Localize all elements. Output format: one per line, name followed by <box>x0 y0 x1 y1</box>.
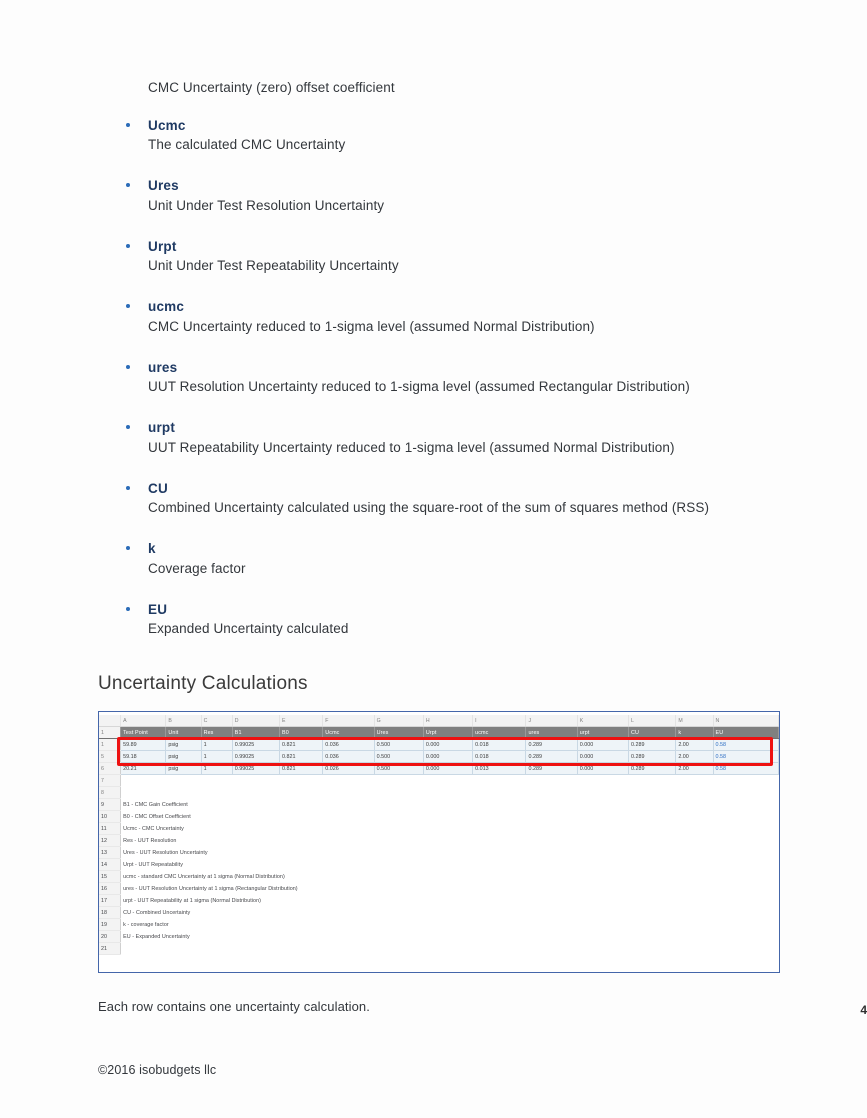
column-header-k[interactable]: K <box>577 715 628 727</box>
note-text[interactable]: urpt - UUT Repeatability at 1 sigma (Normal Distribution) <box>121 895 779 907</box>
table-cell[interactable]: 0.500 <box>374 763 423 775</box>
table-cell[interactable]: 0.58 <box>713 763 778 775</box>
column-header-g[interactable]: G <box>374 715 423 727</box>
glossary-term: CU <box>148 480 168 496</box>
table-column-header: B1 <box>232 727 279 739</box>
bullet-dot-icon <box>126 425 130 429</box>
column-header-f[interactable]: F <box>323 715 374 727</box>
note-row <box>99 907 779 919</box>
glossary-description: Combined Uncertainty calculated using the square-root of the sum of squares method (RSS) <box>148 500 710 516</box>
table-cell[interactable]: 59.18 <box>121 751 166 763</box>
table-cell[interactable]: 0.99025 <box>232 763 279 775</box>
page-title: Uncertainty Calculations <box>98 673 308 695</box>
table-cell[interactable]: 0.000 <box>423 751 472 763</box>
table-column-header: k <box>676 727 713 739</box>
bullet-dot-icon <box>126 183 130 187</box>
note-row <box>99 811 779 823</box>
blank-row <box>99 775 779 787</box>
glossary-item <box>98 238 798 276</box>
note-row <box>99 931 779 943</box>
table-cell[interactable]: 0.013 <box>473 763 526 775</box>
table-cell[interactable]: 0.036 <box>323 751 374 763</box>
note-row <box>99 883 779 895</box>
bullet-dot-icon <box>126 304 130 308</box>
column-header-e[interactable]: E <box>280 715 323 727</box>
glossary-item <box>98 480 798 518</box>
table-cell[interactable]: 0.000 <box>423 763 472 775</box>
note-row <box>99 847 779 859</box>
row-number[interactable]: 15 <box>99 871 121 883</box>
table-column-header: Ucmc <box>323 727 374 739</box>
row-number[interactable]: 21 <box>99 943 121 955</box>
table-cell[interactable]: 1 <box>201 739 232 751</box>
glossary-item <box>98 117 798 155</box>
table-header-row <box>99 727 779 739</box>
page-number: 4 <box>860 1003 867 1017</box>
glossary-description: UUT Resolution Uncertainty reduced to 1-sigma level (assumed Rectangular Distribution) <box>148 379 690 395</box>
note-text[interactable]: Res - UUT Resolution <box>121 835 779 847</box>
lead-line: CMC Uncertainty (zero) offset coefficient <box>148 80 395 95</box>
note-row <box>99 835 779 847</box>
glossary-item <box>98 419 798 457</box>
table-cell[interactable]: 2.00 <box>676 763 713 775</box>
glossary-item <box>98 540 798 578</box>
table-column-header: urpt <box>577 727 628 739</box>
spreadsheet-panel <box>98 711 780 973</box>
blank-cell[interactable] <box>121 775 779 787</box>
table-column-header: EU <box>713 727 778 739</box>
glossary-description: Expanded Uncertainty calculated <box>148 620 349 636</box>
column-letter-row <box>99 715 779 727</box>
table-column-header: Ures <box>374 727 423 739</box>
table-column-header: Urpt <box>423 727 472 739</box>
table-cell[interactable]: 0.289 <box>526 739 577 751</box>
row-number[interactable]: 11 <box>99 823 121 835</box>
glossary-term: ures <box>148 359 178 375</box>
note-text[interactable]: CU - Combined Uncertainty <box>121 907 779 919</box>
note-text[interactable]: Ures - UUT Resolution Uncertainty <box>121 847 779 859</box>
select-all-corner[interactable] <box>99 715 121 727</box>
table-column-header: ures <box>526 727 577 739</box>
note-text[interactable] <box>121 943 779 955</box>
glossary-term: Urpt <box>148 238 177 254</box>
glossary-term: Ucmc <box>148 118 186 133</box>
note-text[interactable]: EU - Expanded Uncertainty <box>121 931 779 943</box>
bullet-dot-icon <box>126 607 130 611</box>
note-row <box>99 895 779 907</box>
table-cell[interactable]: 0.026 <box>323 763 374 775</box>
glossary-item <box>98 359 798 397</box>
table-cell[interactable]: 0.018 <box>473 739 526 751</box>
table-cell[interactable]: 0.000 <box>577 763 628 775</box>
row-number[interactable]: 9 <box>99 799 121 811</box>
row-number[interactable]: 1 <box>99 727 121 739</box>
glossary-description: Unit Under Test Resolution Uncertainty <box>148 197 385 213</box>
glossary-description: CMC Uncertainty reduced to 1-sigma level (assumed Normal Distribution) <box>148 318 595 334</box>
table-cell[interactable]: 0.58 <box>713 751 778 763</box>
row-number[interactable]: 18 <box>99 907 121 919</box>
column-header-h[interactable]: H <box>423 715 472 727</box>
table-column-header: Res <box>201 727 232 739</box>
row-number[interactable]: 12 <box>99 835 121 847</box>
glossary-term: k <box>148 541 156 557</box>
row-number[interactable]: 5 <box>99 751 121 763</box>
note-text[interactable]: k - coverage factor <box>121 919 779 931</box>
note-row <box>99 799 779 811</box>
table-cell[interactable]: 0.036 <box>323 739 374 751</box>
note-text[interactable]: ucmc - standard CMC Uncertainty at 1 sigma (Normal Distribution) <box>121 871 779 883</box>
blank-row <box>99 787 779 799</box>
note-text[interactable]: B1 - CMC Gain Coefficient <box>121 799 779 811</box>
table-cell[interactable]: 0.500 <box>374 739 423 751</box>
note-row <box>99 919 779 931</box>
table-cell[interactable]: 0.289 <box>629 739 676 751</box>
bullet-dot-icon <box>126 244 130 248</box>
table-column-header: ucmc <box>473 727 526 739</box>
note-row <box>99 943 779 955</box>
table-row <box>99 739 779 751</box>
note-text[interactable]: B0 - CMC Offset Coefficient <box>121 811 779 823</box>
spreadsheet-table <box>99 715 779 955</box>
row-number[interactable]: 1 <box>99 739 121 751</box>
row-number[interactable]: 13 <box>99 847 121 859</box>
table-cell[interactable]: 0.000 <box>423 739 472 751</box>
note-text[interactable]: Urpt - UUT Repeatability <box>121 859 779 871</box>
table-row <box>99 751 779 763</box>
table-cell[interactable]: 2.00 <box>676 751 713 763</box>
row-number[interactable]: 20 <box>99 931 121 943</box>
glossary-term: EU <box>148 601 168 617</box>
table-cell[interactable]: 0.289 <box>629 751 676 763</box>
column-header-d[interactable]: D <box>232 715 279 727</box>
glossary-description: UUT Repeatability Uncertainty reduced to 1-sigma level (assumed Normal Distribution) <box>148 439 675 455</box>
column-header-n[interactable]: N <box>713 715 778 727</box>
table-cell[interactable]: 0.99025 <box>232 751 279 763</box>
row-number[interactable]: 14 <box>99 859 121 871</box>
table-row <box>99 763 779 775</box>
table-caption: Each row contains one uncertainty calculation. <box>98 999 370 1015</box>
bullet-dot-icon <box>126 546 130 550</box>
table-cell[interactable]: 0.000 <box>577 751 628 763</box>
table-cell[interactable]: 20.21 <box>121 763 166 775</box>
row-number[interactable]: 17 <box>99 895 121 907</box>
bullet-dot-icon <box>126 123 130 127</box>
column-header-b[interactable]: B <box>166 715 201 727</box>
glossary-term: urpt <box>148 420 176 436</box>
table-cell[interactable]: 0.289 <box>526 763 577 775</box>
table-cell[interactable]: psig <box>166 751 201 763</box>
copyright-notice: ©2016 isobudgets llc <box>98 1063 217 1077</box>
glossary-item <box>98 601 798 639</box>
bullet-dot-icon <box>126 486 130 490</box>
page-content <box>98 80 798 1014</box>
column-header-i[interactable]: I <box>473 715 526 727</box>
table-column-header: B0 <box>280 727 323 739</box>
note-text[interactable]: ures - UUT Resolution Uncertainty at 1 sigma (Rectangular Distribution) <box>121 883 779 895</box>
table-cell[interactable]: 0.821 <box>280 739 323 751</box>
glossary-term: Ures <box>148 178 179 194</box>
table-cell[interactable]: 2.00 <box>676 739 713 751</box>
table-cell[interactable]: 0.821 <box>280 763 323 775</box>
table-cell[interactable]: psig <box>166 763 201 775</box>
column-header-l[interactable]: L <box>629 715 676 727</box>
table-cell[interactable]: 0.500 <box>374 751 423 763</box>
row-number[interactable]: 7 <box>99 775 121 787</box>
table-column-header: Test Point <box>121 727 166 739</box>
glossary-item <box>98 298 798 336</box>
glossary-description: The calculated CMC Uncertainty <box>148 137 346 153</box>
note-row <box>99 859 779 871</box>
table-cell[interactable]: 0.000 <box>577 739 628 751</box>
column-header-c[interactable]: C <box>201 715 232 727</box>
table-cell[interactable]: 0.289 <box>526 751 577 763</box>
blank-cell[interactable] <box>121 787 779 799</box>
note-row <box>99 823 779 835</box>
table-cell[interactable]: 1 <box>201 751 232 763</box>
column-header-a[interactable]: A <box>121 715 166 727</box>
table-cell[interactable]: 0.289 <box>629 763 676 775</box>
note-text[interactable]: Ucmc - CMC Uncertainty <box>121 823 779 835</box>
table-cell[interactable]: psig <box>166 739 201 751</box>
row-number[interactable]: 19 <box>99 919 121 931</box>
row-number[interactable]: 10 <box>99 811 121 823</box>
glossary-item <box>98 177 798 215</box>
table-column-header: CU <box>629 727 676 739</box>
column-header-m[interactable]: M <box>676 715 713 727</box>
table-cell[interactable]: 0.821 <box>280 751 323 763</box>
table-cell[interactable]: 0.99025 <box>232 739 279 751</box>
bullet-dot-icon <box>126 365 130 369</box>
row-number[interactable]: 16 <box>99 883 121 895</box>
table-cell[interactable]: 0.58 <box>713 739 778 751</box>
glossary-list <box>98 117 798 639</box>
table-cell[interactable]: 59.89 <box>121 739 166 751</box>
table-column-header: Unit <box>166 727 201 739</box>
glossary-description: Coverage factor <box>148 560 246 576</box>
row-number[interactable]: 6 <box>99 763 121 775</box>
table-cell[interactable]: 1 <box>201 763 232 775</box>
table-cell[interactable]: 0.018 <box>473 751 526 763</box>
glossary-term: ucmc <box>148 299 185 315</box>
column-header-j[interactable]: J <box>526 715 577 727</box>
glossary-description: Unit Under Test Repeatability Uncertainty <box>148 258 399 274</box>
note-row <box>99 871 779 883</box>
row-number[interactable]: 8 <box>99 787 121 799</box>
